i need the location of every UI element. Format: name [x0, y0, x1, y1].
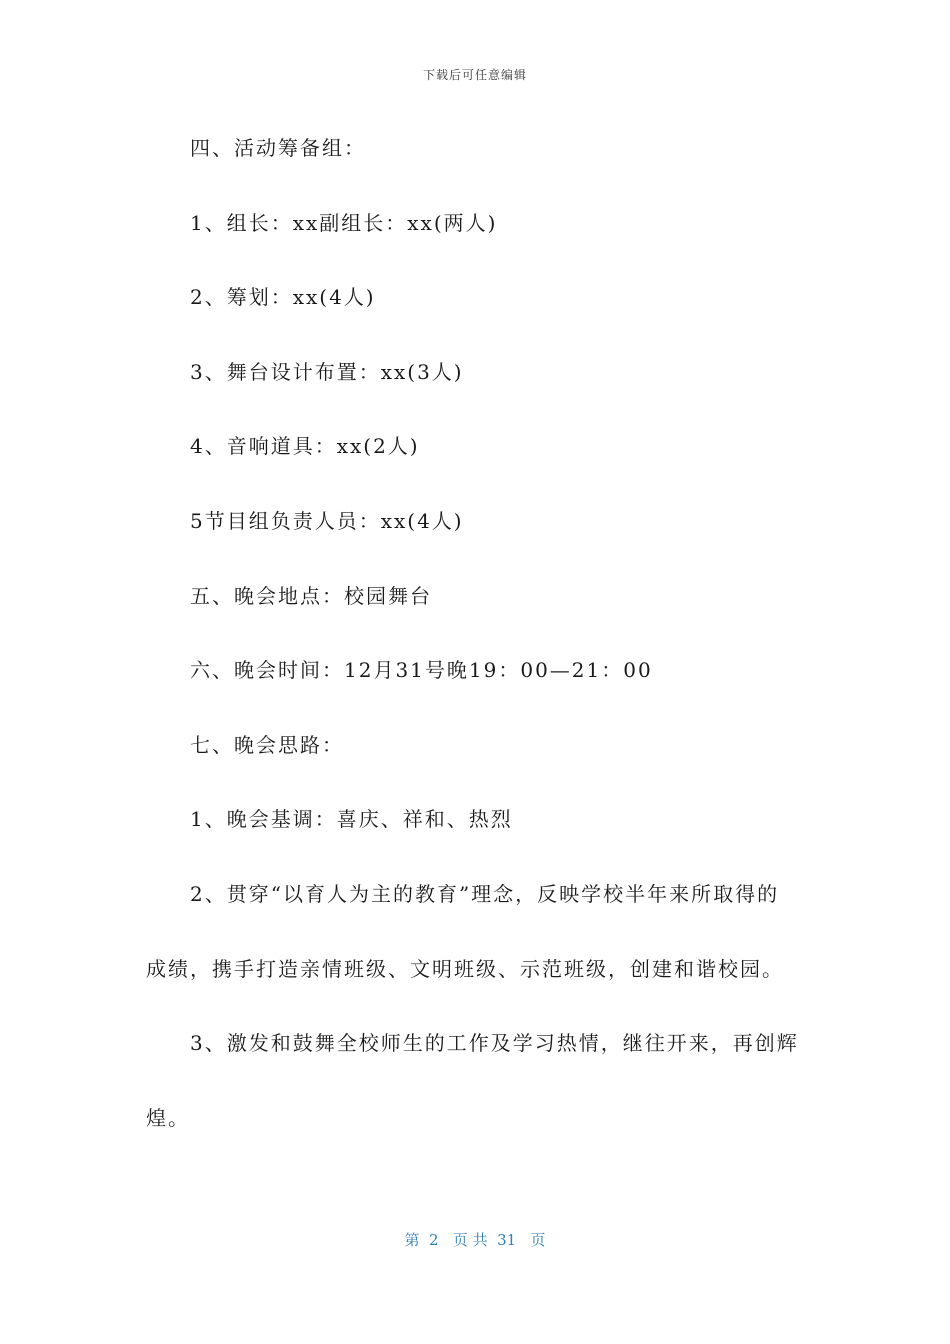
text-line-sound-props: 4、音响道具：xx(2人): [190, 434, 420, 458]
section-heading-time: 六、晚会时间：12月31号晚19：00—21：00: [190, 658, 653, 682]
text-line-planning: 2、筹划：xx(4人): [190, 285, 376, 309]
paragraph-2-line-2: 成绩，携手打造亲情班级、文明班级、示范班级，创建和谐校园。: [146, 957, 784, 981]
text-line-leader: 1、组长：xx副组长：xx(两人): [190, 211, 498, 235]
paragraph-3-line-1: 3、激发和鼓舞全校师生的工作及学习热情，继往开来，再创辉: [190, 1031, 799, 1055]
header-note: 下载后可任意编辑: [422, 68, 527, 82]
paragraph-2-line-1: 2、贯穿“以育人为主的教育”理念，反映学校半年来所取得的: [190, 882, 780, 906]
text-line-program-group: 5节目组负责人员：xx(4人): [190, 509, 464, 533]
paragraph-3-line-2: 煌。: [146, 1106, 190, 1130]
section-heading-preparation-group: 四、活动筹备组：: [190, 136, 366, 160]
section-heading-ideas: 七、晚会思路：: [190, 733, 344, 757]
text-line-tone: 1、晚会基调：喜庆、祥和、热烈: [190, 807, 513, 831]
page-number-footer: 第 2 页 共 31 页: [404, 1231, 546, 1249]
section-heading-venue: 五、晚会地点：校园舞台: [190, 584, 432, 608]
text-line-stage-design: 3、舞台设计布置：xx(3人): [190, 360, 464, 384]
